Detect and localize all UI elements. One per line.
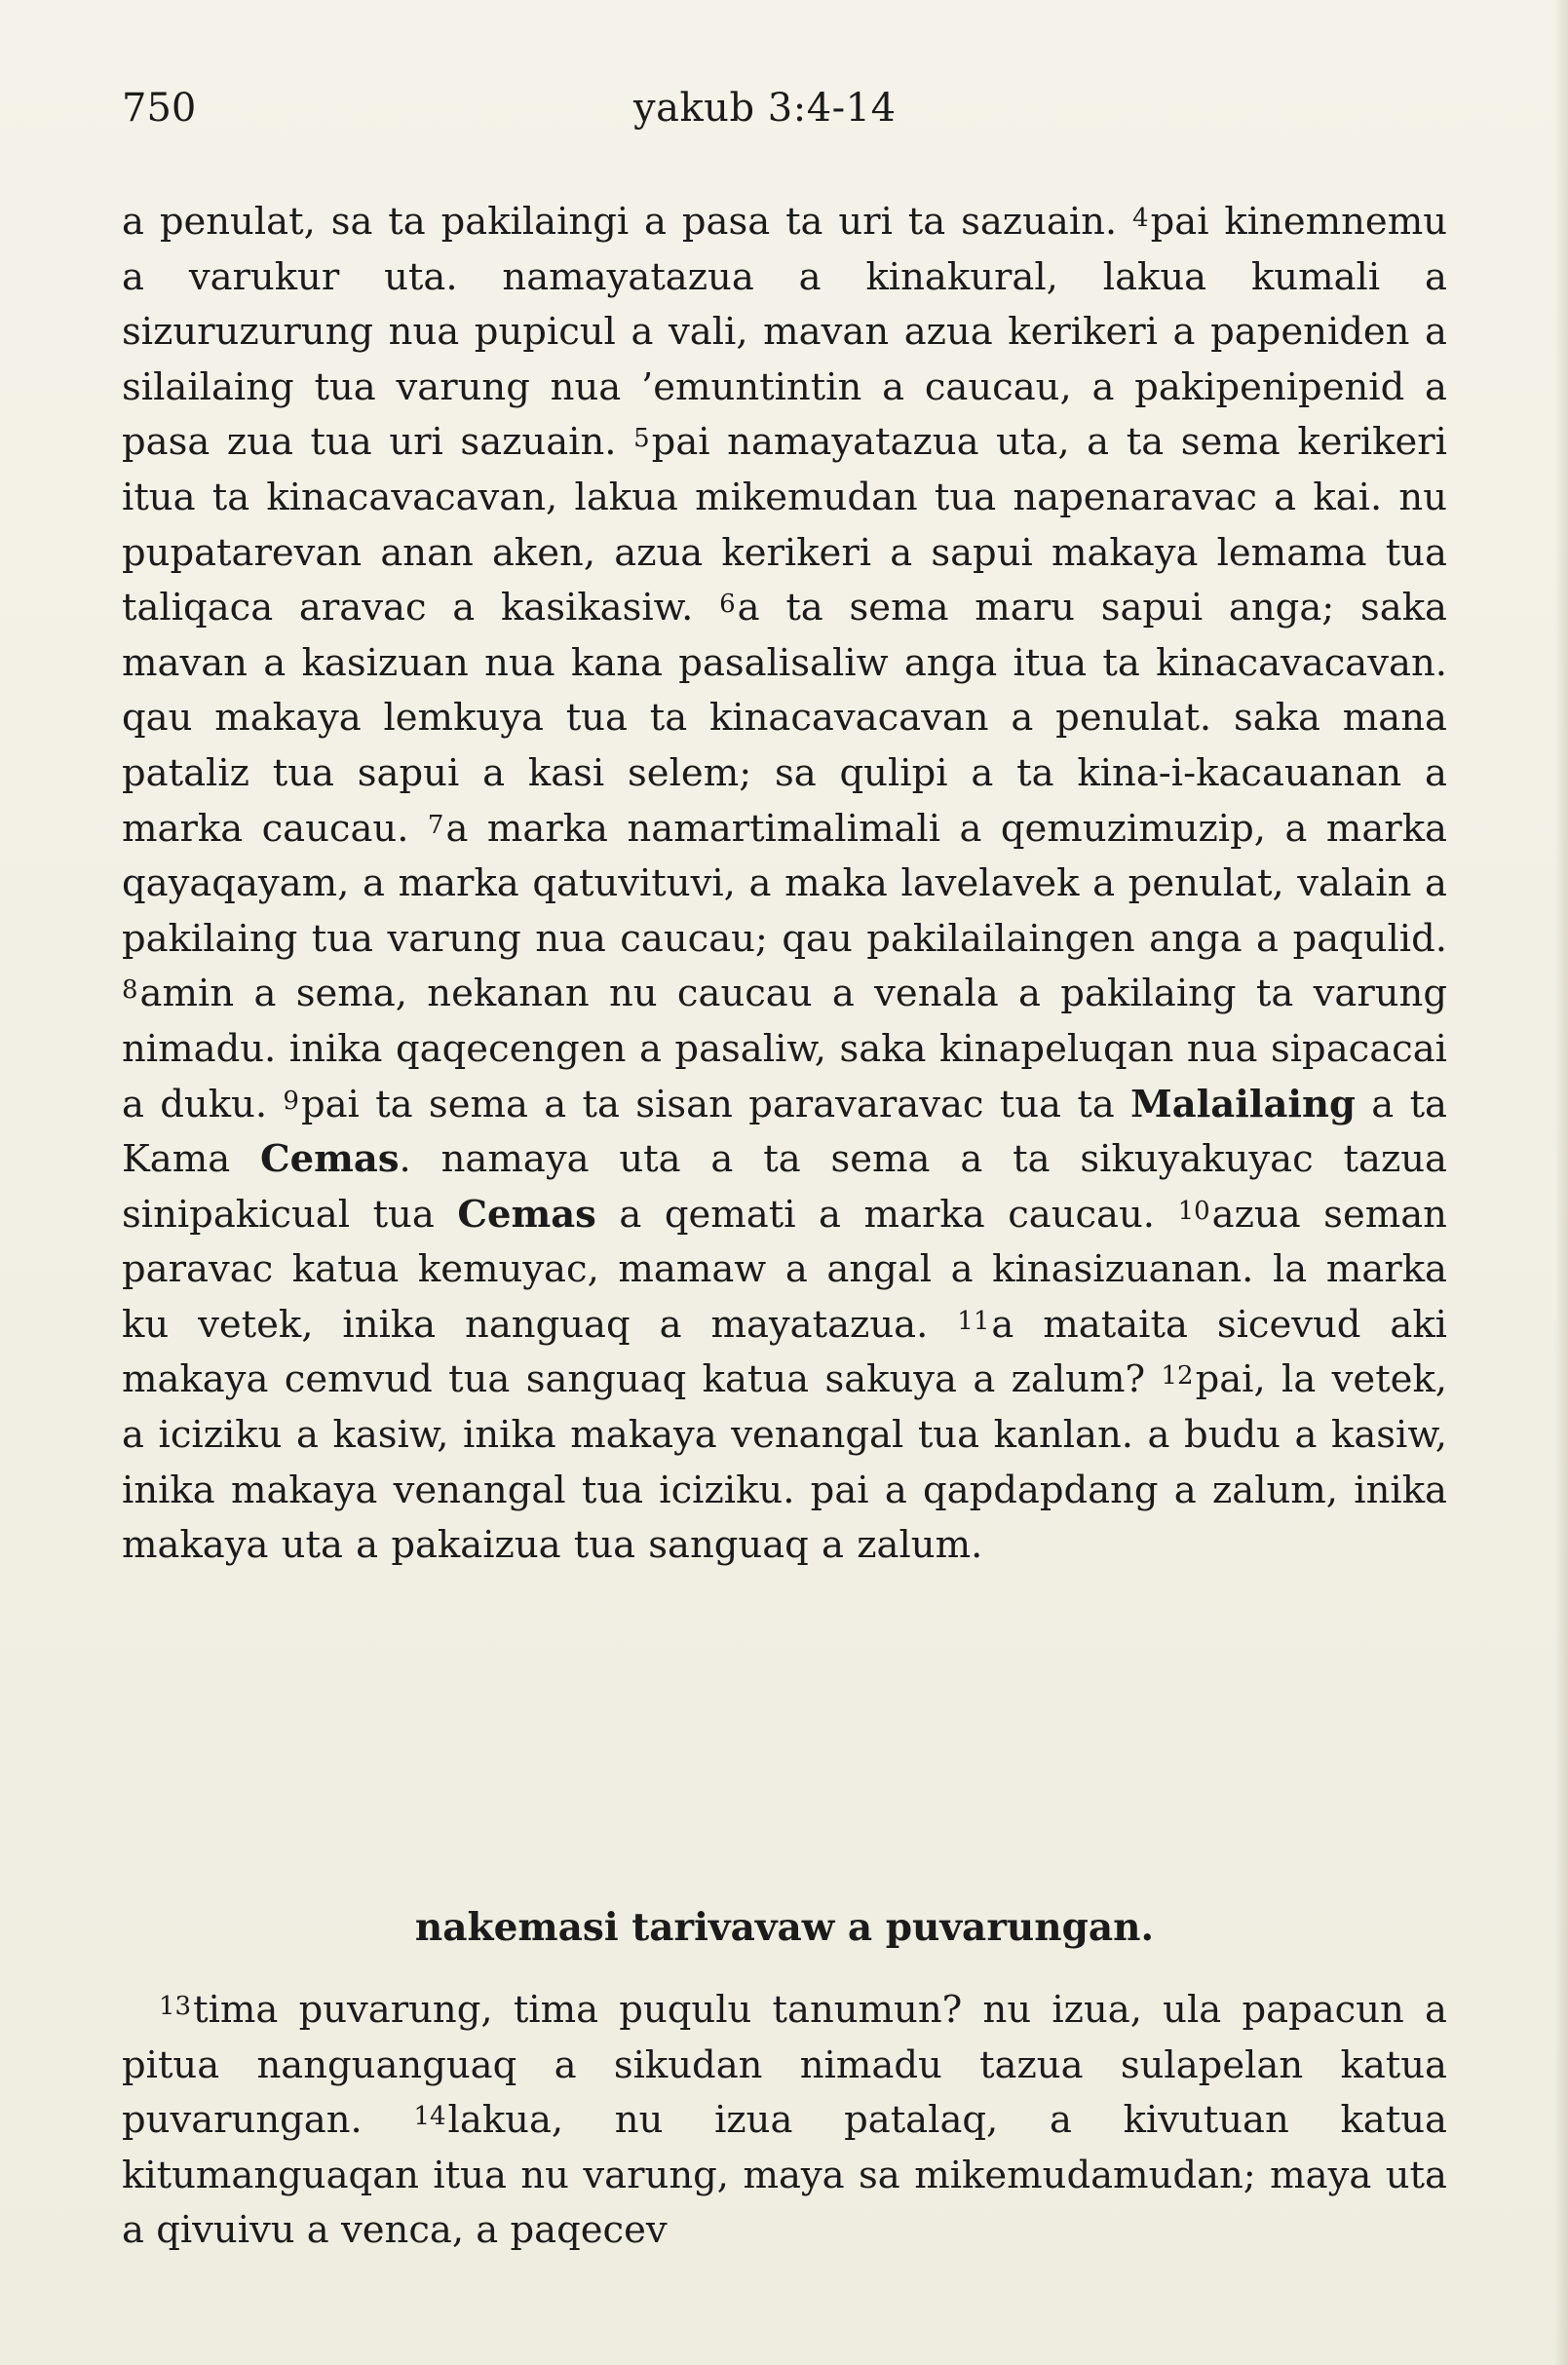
verse-number: 13	[159, 1992, 192, 2021]
verse-number: 5	[633, 424, 650, 454]
running-head: yakub 3:4-14	[633, 86, 897, 131]
verse-text: a marka namartimalimali a qemuzimuzip, a marka qayaqayam, a marka qatuvituvi, a maka lavelavek a penulat, valain a pakilaing tua varung nua caucau; qau pakilailaingen anga a paqulid.	[122, 806, 1447, 961]
bold-name: Cemas	[260, 1137, 400, 1182]
page-number: 750	[122, 86, 197, 131]
verse-number: 11	[957, 1306, 990, 1336]
verse-text: a ta sema maru sapui anga; saka mavan a kasizuan nua kana pasalisaliw anga itua ta kinacavacavan. qau makaya lemkuya tua ta kinacavacavan a penulat. saka mana pataliz tua sapui a kasi selem; sa qulipi a ta kina-i-kacauanan a marka caucau.	[122, 586, 1448, 851]
verse-text: a mataita sicevud aki makaya cemvud tua sanguaq katua sakuya a zalum?	[122, 1302, 1448, 1402]
verse-text: lakua, nu izua patalaq, a kivutuan katua kitumanguaqan itua nu varung, maya sa mikemudamudan; maya uta a qivuivu a venca, a paqecev	[122, 2098, 1447, 2253]
second-text-block	[122, 1983, 1447, 2259]
verse-text: azua seman paravac katua kemuyac, mamaw a angal a kinasizuanan. la marka ku vetek, inika nanguaq a mayatazua.	[122, 1192, 1447, 1347]
verse-text: a ta Kama	[122, 1082, 1447, 1182]
verse-number: 8	[122, 975, 138, 1006]
verse-number: 14	[413, 2102, 446, 2132]
verse-text: pai ta sema a ta sisan paravaravac tua ta	[300, 1082, 1131, 1126]
verse-text: a qemati a marka caucau.	[595, 1192, 1178, 1237]
page-edge-shadow	[1554, 0, 1568, 2365]
paragraph	[122, 195, 1447, 1574]
verse-number: 12	[1161, 1361, 1194, 1392]
verse-text: tima puvarung, tima puqulu tanumun? nu izua, ula papacun a pitua nanguanguaq a sikudan nimadu tazua sulapelan katua puvarungan.	[122, 1988, 1447, 2143]
verse-text: a penulat, sa ta pakilaingi a pasa ta uri ta sazuain.	[122, 200, 1133, 244]
verse-number: 7	[427, 810, 444, 840]
bold-name: Cemas	[457, 1192, 596, 1237]
verse-text: pai kinemnemu a varukur uta. namayatazua a kinakural, lakua kumali a sizuruzurung nua pupicul a vali, mavan azua kerikeri a papeniden a silailaing tua varung nua ’emuntintin a caucau, a pakipenipenid a pasa zua tua uri sazuain.	[122, 200, 1447, 465]
bold-name: Malailaing	[1130, 1082, 1356, 1126]
verse-text: . namaya uta a ta sema a ta sikuyakuyac tazua sinipakicual tua	[122, 1137, 1447, 1237]
verse-number: 9	[283, 1086, 299, 1116]
paragraph	[122, 1983, 1447, 2259]
verse-number: 10	[1177, 1196, 1210, 1226]
verse-text: pai namayatazua uta, a ta sema kerikeri itua ta kinacavacavan, lakua mikemudan tua napenaravac a kai. nu pupatarevan anan aken, azua kerikeri a sapui makaya lemama tua taliqaca aravac a kasikasiw.	[122, 420, 1447, 630]
verse-text: amin a sema, nekanan nu caucau a venala a pakilaing ta varung nimadu. inika qaqecengen a pasaliw, saka kinapeluqan nua sipacacai a duku.	[122, 972, 1447, 1126]
main-text-block	[122, 195, 1447, 1574]
page-header	[122, 86, 1447, 144]
verse-number: 4	[1132, 204, 1149, 233]
verse-number: 6	[719, 590, 736, 620]
verse-text: pai, la vetek, a iciziku a kasiw, inika makaya venangal tua kanlan. a budu a kasiw, inika makaya venangal tua iciziku. pai a qapdapdang a zalum, inika makaya uta a pakaizua tua sanguaq a zalum.	[122, 1357, 1448, 1568]
section-heading: nakemasi tarivavaw a puvarungan.	[414, 1905, 1155, 1950]
